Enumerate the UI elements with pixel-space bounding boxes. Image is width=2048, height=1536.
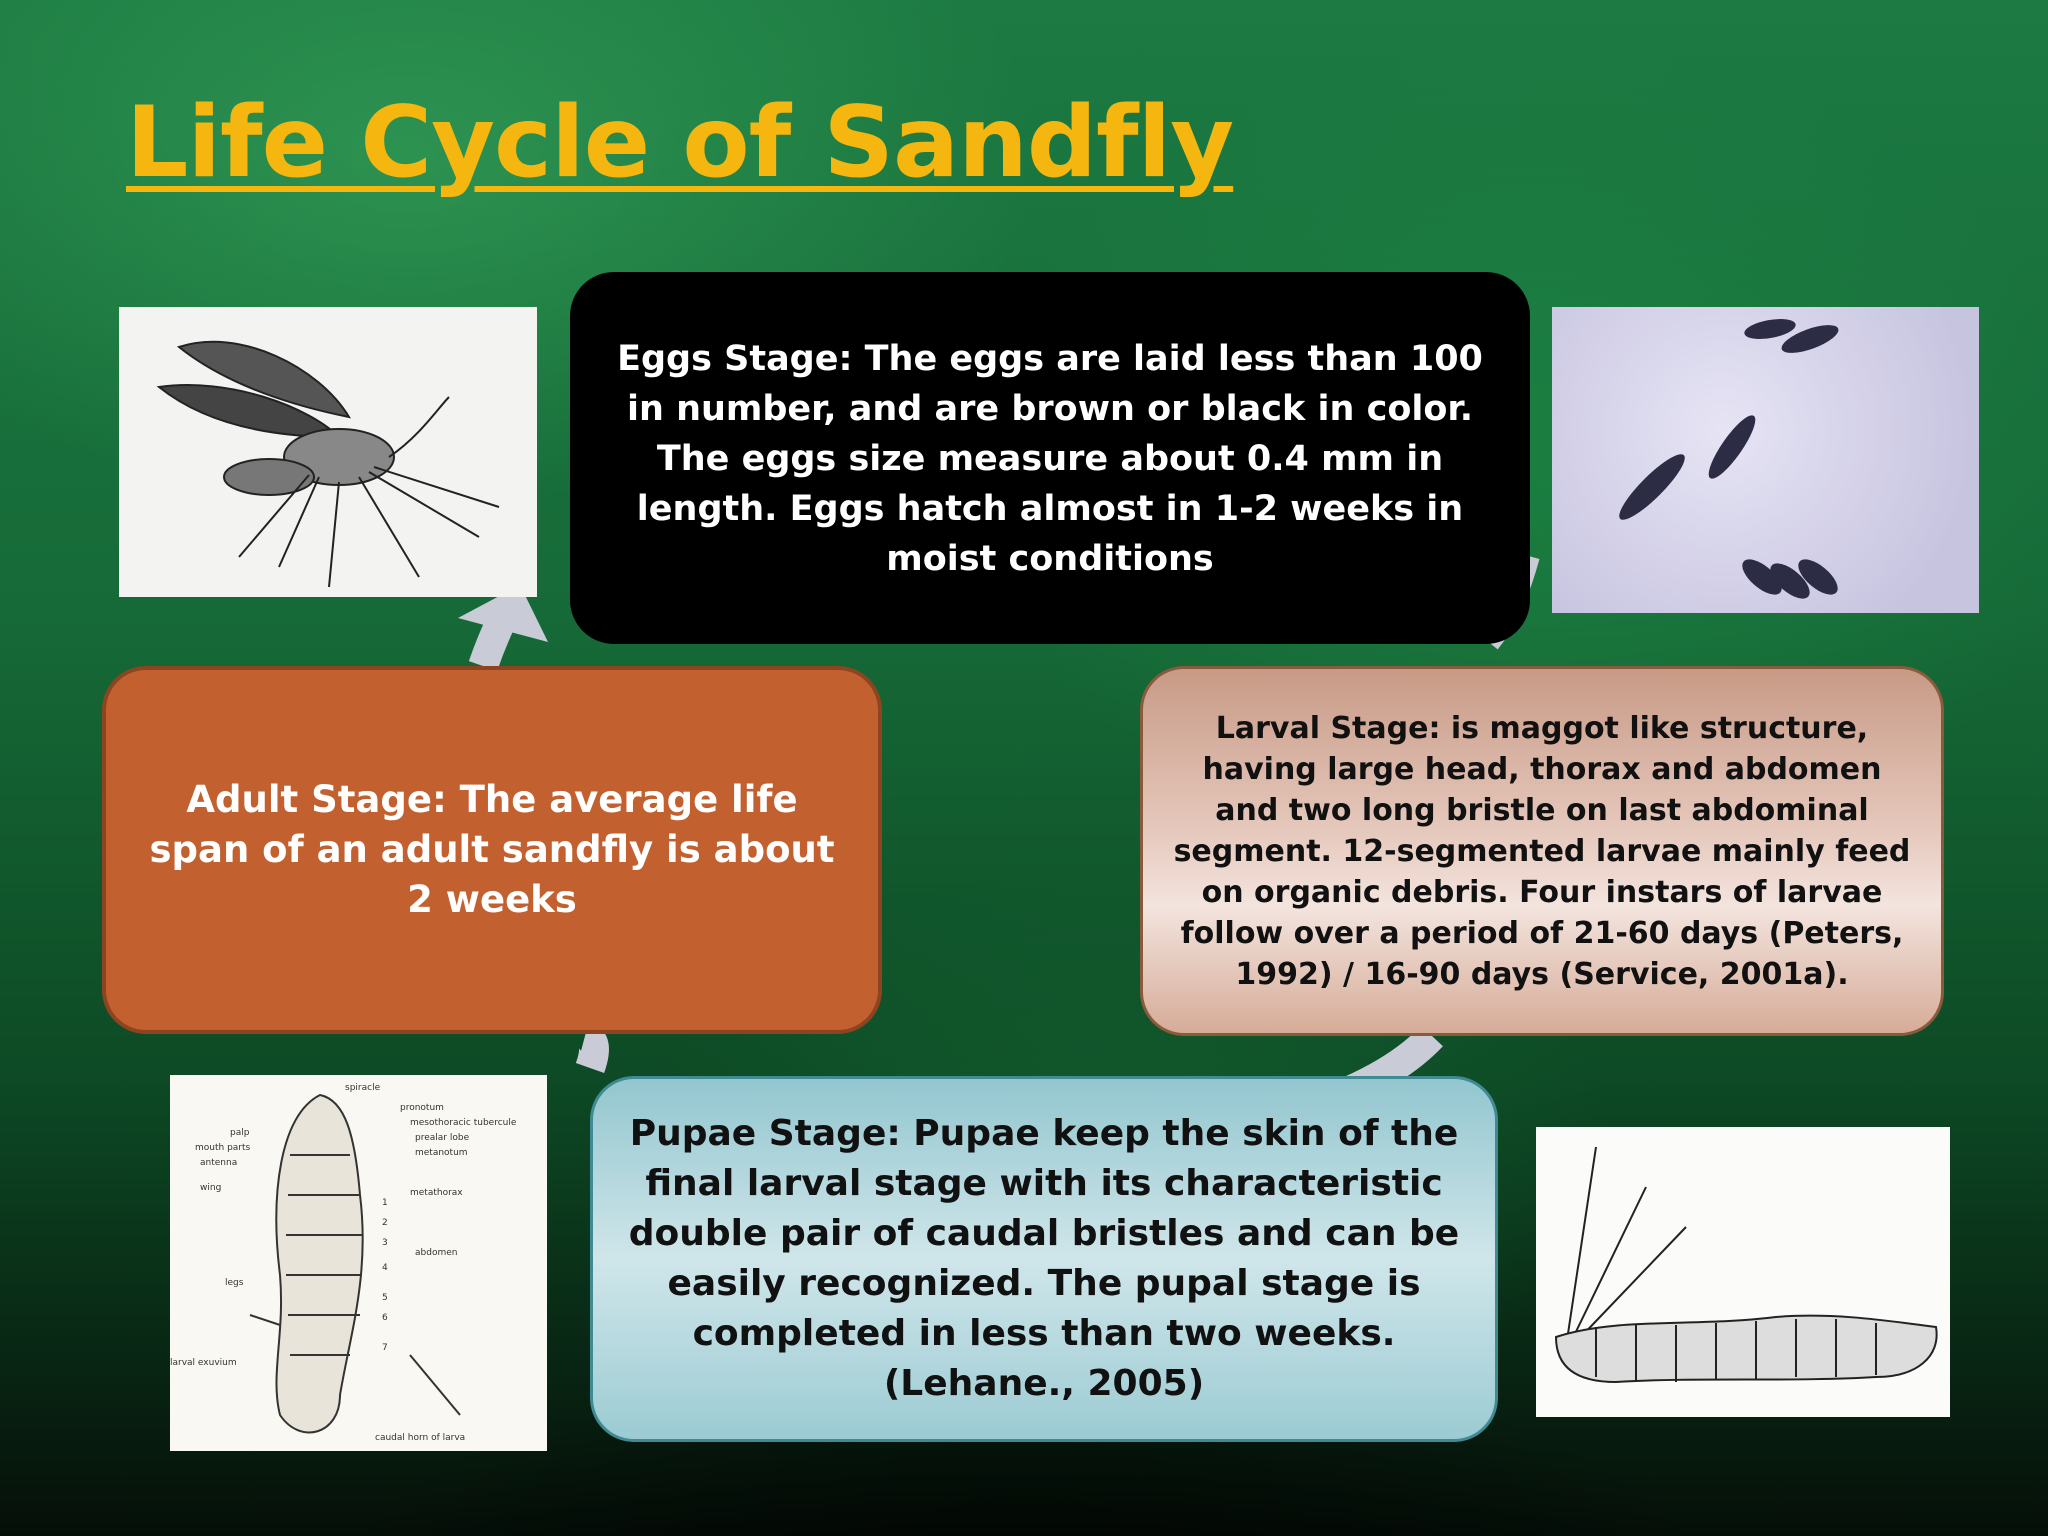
label-seg-5: 5 <box>382 1293 388 1303</box>
larva-icon <box>1536 1127 1950 1417</box>
label-wing: wing <box>200 1183 222 1193</box>
label-seg-4: 4 <box>382 1263 388 1273</box>
label-antenna: antenna <box>200 1158 238 1168</box>
slide-title: Life Cycle of Sandfly <box>126 86 1234 200</box>
label-metanotum: metanotum <box>415 1148 468 1158</box>
larval-stage-text: Larval Stage: is maggot like structure, having large head, thorax and abdomen and two long bristle on last abdominal segment. 12-segmented larvae mainly feed on organic debris. Four instars of larvae follow over a period of 21-60 days (Peters, 1992) / 16-90 days (Service, 2001a). <box>1173 710 1911 992</box>
eggs-stage-text: Eggs Stage: The eggs are laid less than 100 in number, and are brown or black in color. The eggs size measure about 0.4 mm in length. Eggs hatch almost in 1-2 weeks in moist conditions <box>617 339 1483 579</box>
sandfly-icon <box>119 307 537 597</box>
label-mesothoracic: mesothoracic tubercule <box>410 1118 517 1128</box>
label-caudal-horn: caudal horn of larva <box>375 1433 466 1443</box>
pupa-icon <box>170 1075 547 1451</box>
label-seg-2: 2 <box>382 1218 388 1228</box>
label-seg-1: 1 <box>382 1198 388 1208</box>
eggs-icon <box>1552 307 1979 613</box>
label-legs: legs <box>225 1278 244 1288</box>
label-larval-exuvium: larval exuvium <box>170 1358 237 1368</box>
label-mouth-parts: mouth parts <box>195 1143 251 1153</box>
adult-stage-box <box>102 666 882 1034</box>
label-seg-7: 7 <box>382 1343 388 1353</box>
pupae-stage-text: Pupae Stage: Pupae keep the skin of the final larval stage with its characteristic double pair of caudal bristles and can be easily recognized. The pupal stage is completed in less than two weeks. (Lehane., 2005) <box>628 1113 1460 1404</box>
larval-stage-box <box>1140 666 1944 1036</box>
label-pronotum: pronotum <box>400 1103 444 1113</box>
larva-image <box>1536 1127 1950 1417</box>
label-seg-3: 3 <box>382 1238 388 1248</box>
label-palp: palp <box>230 1128 250 1138</box>
adult-stage-text: Adult Stage: The average life span of an adult sandfly is about 2 weeks <box>149 778 835 921</box>
pupae-stage-box <box>590 1076 1498 1442</box>
label-metathorax: metathorax <box>410 1188 463 1198</box>
label-abdomen: abdomen <box>415 1248 458 1258</box>
label-seg-6: 6 <box>382 1313 388 1323</box>
label-prealar: prealar lobe <box>415 1133 470 1143</box>
pupa-diagram-image <box>170 1075 547 1451</box>
eggs-stage-box <box>570 272 1530 644</box>
eggs-image <box>1552 307 1979 613</box>
label-spiracle: spiracle <box>345 1083 381 1093</box>
adult-sandfly-image <box>119 307 537 597</box>
